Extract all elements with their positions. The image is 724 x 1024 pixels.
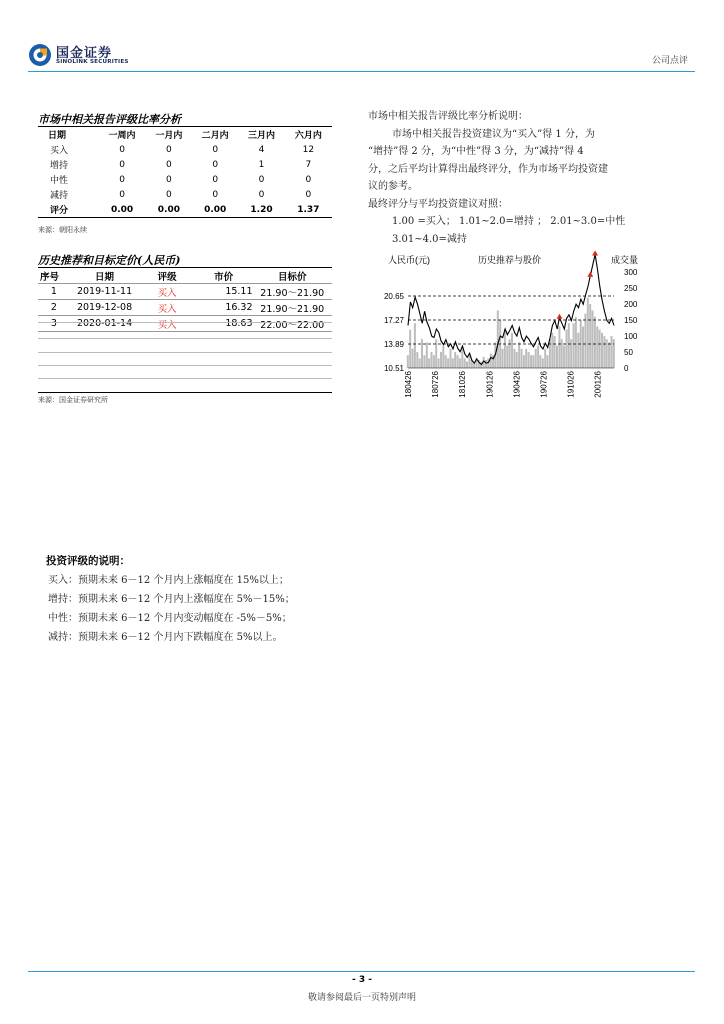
row-label: 买入 xyxy=(50,146,69,156)
footer-divider xyxy=(28,971,695,972)
table-row xyxy=(38,172,332,187)
explanation-block xyxy=(368,108,678,248)
empty-row-rule xyxy=(38,351,332,353)
cell: 0.00 xyxy=(157,204,180,215)
cell-date: 2020-01-14 xyxy=(76,318,133,329)
volume-bar xyxy=(525,349,527,368)
volume-bar xyxy=(566,330,568,368)
x-tick-label: 190726 xyxy=(539,371,549,398)
volume-bar xyxy=(568,323,570,368)
volume-bar xyxy=(423,355,425,368)
chart-y2label: 成交量 xyxy=(611,255,639,265)
cell: 12 xyxy=(302,144,315,155)
volume-bar xyxy=(544,349,546,368)
volume-bar xyxy=(582,326,584,368)
volume-bar xyxy=(490,354,492,368)
mapping-line: 1.00 =买入； 1.01~2.0=增持 ； 2.01~3.0=中性 xyxy=(392,216,626,227)
y2-tick-label: 200 xyxy=(624,300,638,309)
cell: 0 xyxy=(212,144,219,155)
x-tick-label: 190426 xyxy=(512,371,522,398)
volume-bar xyxy=(613,339,615,368)
volume-bar xyxy=(554,336,556,368)
logo-text-en: SINOLINK SECURITIES xyxy=(56,59,129,65)
y-tick-label: 13.89 xyxy=(383,340,404,349)
rating-definition-line: 减持：预期未来 6－12 个月内下跌幅度在 5%以上。 xyxy=(48,632,283,643)
volume-bar xyxy=(516,352,518,368)
volume-bar xyxy=(409,330,411,368)
cell-rating: 买入 xyxy=(157,303,177,315)
chart-title: 历史推荐与股价 xyxy=(478,255,542,265)
table-row xyxy=(38,284,332,300)
volume-bar xyxy=(452,358,454,368)
cell-target: 21.90～21.90 xyxy=(260,303,325,315)
volume-bar xyxy=(435,339,437,368)
col-price: 市价 xyxy=(214,271,234,283)
y2-tick-label: 100 xyxy=(624,332,638,341)
volume-bar xyxy=(421,339,423,368)
volume-bar xyxy=(594,317,596,368)
volume-bar xyxy=(419,358,421,368)
table-row xyxy=(38,157,332,172)
cell: 1 xyxy=(258,159,265,170)
volume-bar xyxy=(438,358,440,368)
volume-bar xyxy=(599,330,601,368)
cell-price: 15.11 xyxy=(225,286,253,297)
y2-tick-label: 150 xyxy=(624,316,638,325)
volume-bar xyxy=(504,330,506,368)
volume-bar xyxy=(412,349,414,368)
buy-marker xyxy=(592,251,598,256)
table-row xyxy=(38,187,332,202)
mapping-title: 最终评分与平均投资建议对照： xyxy=(368,198,508,210)
col-target: 目标价 xyxy=(278,271,307,283)
volume-bar xyxy=(561,339,563,368)
volume-bar xyxy=(509,339,511,368)
volume-bar xyxy=(407,355,409,368)
mapping-line: 3.01~4.0=减持 xyxy=(392,233,467,245)
col-date: 日期 xyxy=(95,271,115,283)
cell: 0 xyxy=(166,189,172,200)
volume-bar xyxy=(468,355,470,368)
col-no: 序号 xyxy=(40,271,60,283)
cell-target: 22.00～22.00 xyxy=(260,319,325,331)
volume-bar xyxy=(459,358,461,368)
volume-bar xyxy=(530,355,532,368)
cell-no: 1 xyxy=(50,286,57,297)
cell: 0 xyxy=(119,189,125,200)
x-tick-label: 191026 xyxy=(566,371,576,398)
volume-bar xyxy=(556,346,558,368)
y-tick-label: 20.65 xyxy=(383,292,404,301)
cell: 0 xyxy=(212,189,219,200)
volume-bar xyxy=(416,352,418,368)
table-row xyxy=(38,142,332,157)
volume-bar xyxy=(431,352,433,368)
volume-bar xyxy=(547,355,549,368)
x-axis-ticks xyxy=(404,370,603,397)
row-label: 减持 xyxy=(50,191,69,201)
volume-bar xyxy=(440,352,442,368)
volume-bar xyxy=(570,339,572,368)
table-header-row xyxy=(38,268,332,284)
x-tick-label: 180426 xyxy=(404,371,413,398)
rating-stats-source: 来源：朝阳永续 xyxy=(38,226,87,234)
cell-date: 2019-11-11 xyxy=(76,286,133,297)
col-date: 日期 xyxy=(48,131,67,141)
cell: 0 xyxy=(166,174,172,185)
score-row xyxy=(38,202,332,218)
volume-bar xyxy=(537,346,539,368)
cell: 0 xyxy=(305,174,312,185)
volume-bar xyxy=(606,339,608,368)
cell-price: 16.32 xyxy=(225,302,253,313)
explanation-line: 市场中相关报告投资建议为“买入”得 1 分，为 xyxy=(392,128,595,140)
y-tick-label: 10.51 xyxy=(383,364,404,373)
volume-bar xyxy=(426,342,428,368)
explanation-line: “增持”得 2 分，为“中性”得 3 分，为“减持”得 4 xyxy=(368,146,584,157)
volume-bar xyxy=(611,336,613,368)
table-row xyxy=(38,300,332,316)
history-title: 历史推荐和目标定价(人民币) xyxy=(38,254,181,267)
table-bottom-rule xyxy=(38,391,332,393)
header-divider xyxy=(28,71,695,72)
volume-bar xyxy=(596,326,598,368)
volume-bar xyxy=(584,314,586,368)
volume-bar xyxy=(542,358,544,368)
rating-definition-line: 增持：预期未来 6－12 个月内上涨幅度在 5%－15%； xyxy=(48,594,295,605)
volume-bar xyxy=(528,352,530,368)
volume-bar xyxy=(587,298,589,368)
volume-bar xyxy=(535,349,537,368)
volume-bar xyxy=(532,355,534,368)
rating-definition-line: 中性：预期未来 6－12 个月内变动幅度在 -5%－5%； xyxy=(48,613,292,624)
rating-stats-table xyxy=(38,126,332,218)
y-axis-ticks xyxy=(384,292,405,373)
cell: 0 xyxy=(212,159,219,170)
x-tick-label: 190126 xyxy=(485,371,495,398)
table-header-row xyxy=(38,127,332,143)
rating-definition-title: 投资评级的说明： xyxy=(46,555,130,567)
volume-bar xyxy=(539,355,541,368)
volume-bar xyxy=(518,342,520,368)
y2-tick-label: 50 xyxy=(624,348,633,357)
volume-bar xyxy=(521,349,523,368)
volume-bar xyxy=(428,358,430,368)
cell-date: 2019-12-08 xyxy=(76,302,133,313)
cell: 0 xyxy=(212,174,219,185)
cell: 7 xyxy=(305,159,312,170)
cell-price: 18.63 xyxy=(225,318,253,329)
cell: 0 xyxy=(119,159,125,170)
cell-rating: 买入 xyxy=(157,319,177,331)
page-number: - 3 - xyxy=(352,975,372,985)
sinolink-logo-icon xyxy=(28,43,52,67)
x-tick-label: 181026 xyxy=(458,371,468,398)
cell: 0.00 xyxy=(110,204,134,215)
volume-bar xyxy=(513,349,515,368)
chart-ylabel: 人民币(元) xyxy=(388,255,430,265)
volume-bar xyxy=(563,346,565,368)
volume-bar xyxy=(447,358,449,368)
volume-bar xyxy=(558,326,560,368)
volume-bar xyxy=(577,333,579,368)
x-tick-label: 200126 xyxy=(593,371,603,398)
row-label: 中性 xyxy=(50,176,69,186)
cell-target: 21.90～21.90 xyxy=(260,287,325,299)
row-label: 评分 xyxy=(50,206,69,216)
col-1week: 一周内 xyxy=(108,131,136,141)
cell: 0 xyxy=(119,144,125,155)
history-source: 来源：国金证券研究所 xyxy=(38,396,108,404)
volume-bar xyxy=(414,323,416,368)
volume-bar xyxy=(466,362,468,368)
explanation-line: 议的参考。 xyxy=(368,181,418,192)
cell: 0 xyxy=(166,144,172,155)
volume-bar xyxy=(603,336,605,368)
rating-definition-list xyxy=(48,571,295,647)
col-6month: 六月内 xyxy=(294,131,322,141)
volume-bar xyxy=(442,346,444,368)
empty-row-rule xyxy=(38,321,332,323)
volume-bar xyxy=(454,352,456,368)
cell: 0 xyxy=(305,189,312,200)
volume-bar xyxy=(433,355,435,368)
cell-rating: 买入 xyxy=(157,287,177,299)
volume-bar xyxy=(511,333,513,368)
price-volume-chart xyxy=(368,250,668,410)
company-logo xyxy=(28,42,132,68)
volume-bar xyxy=(497,310,499,368)
cell: 1.37 xyxy=(297,204,320,215)
rating-definition-line: 买入：预期未来 6－12 个月内上涨幅度在 15%以上； xyxy=(48,575,289,586)
cell-no: 2 xyxy=(50,302,57,313)
rating-markers xyxy=(557,251,599,319)
logo-text-cn: 国金证券 xyxy=(56,46,113,61)
x-tick-label: 180726 xyxy=(431,371,441,398)
col-3month: 三月内 xyxy=(247,131,275,141)
volume-bar xyxy=(523,355,525,368)
col-1month: 一月内 xyxy=(155,131,183,141)
volume-bar xyxy=(575,317,577,368)
row-label: 增持 xyxy=(50,161,69,171)
volume-bar xyxy=(502,349,504,368)
cell: 0 xyxy=(258,174,265,185)
volume-bar xyxy=(573,323,575,368)
volume-bar xyxy=(485,360,487,368)
cell: 0 xyxy=(258,189,265,200)
buy-marker xyxy=(587,272,593,277)
empty-row-rule xyxy=(38,337,332,339)
volume-bar xyxy=(450,349,452,368)
y2-tick-label: 300 xyxy=(624,268,638,277)
volume-bar xyxy=(551,333,553,368)
volume-series xyxy=(407,298,615,368)
cell: 4 xyxy=(258,144,265,155)
col-2month: 二月内 xyxy=(201,131,229,141)
volume-bar xyxy=(608,342,610,368)
cell-no: 3 xyxy=(50,318,57,329)
table-row xyxy=(38,316,332,332)
empty-row-rule xyxy=(38,364,332,366)
volume-bar xyxy=(592,310,594,368)
explanation-line: 分，之后平均计算得出最终评分，作为市场平均投资建 xyxy=(368,163,608,175)
y2-axis-ticks xyxy=(624,268,638,373)
volume-bar xyxy=(464,358,466,368)
explanation-title: 市场中相关报告评级比率分析说明： xyxy=(368,111,528,122)
volume-bar xyxy=(506,346,508,368)
col-rating: 评级 xyxy=(157,271,177,283)
cell: 0 xyxy=(166,159,172,170)
cell: 1.20 xyxy=(250,204,273,215)
rating-stats-title: 市场中相关报告评级比率分析 xyxy=(38,113,181,126)
header-tag: 公司点评 xyxy=(651,56,688,66)
cell: 0.00 xyxy=(204,204,227,215)
y-tick-label: 17.27 xyxy=(383,316,404,325)
volume-bar xyxy=(457,355,459,368)
cell: 0 xyxy=(119,174,125,185)
empty-row-rule xyxy=(38,377,332,379)
footer-disclaimer-note: 敬请参阅最后一页特别声明 xyxy=(307,993,416,1003)
buy-marker xyxy=(557,314,563,319)
volume-bar xyxy=(589,304,591,368)
y2-tick-label: 0 xyxy=(624,364,629,373)
y2-tick-label: 250 xyxy=(624,284,638,293)
volume-bar xyxy=(445,355,447,368)
volume-bar xyxy=(601,333,603,368)
